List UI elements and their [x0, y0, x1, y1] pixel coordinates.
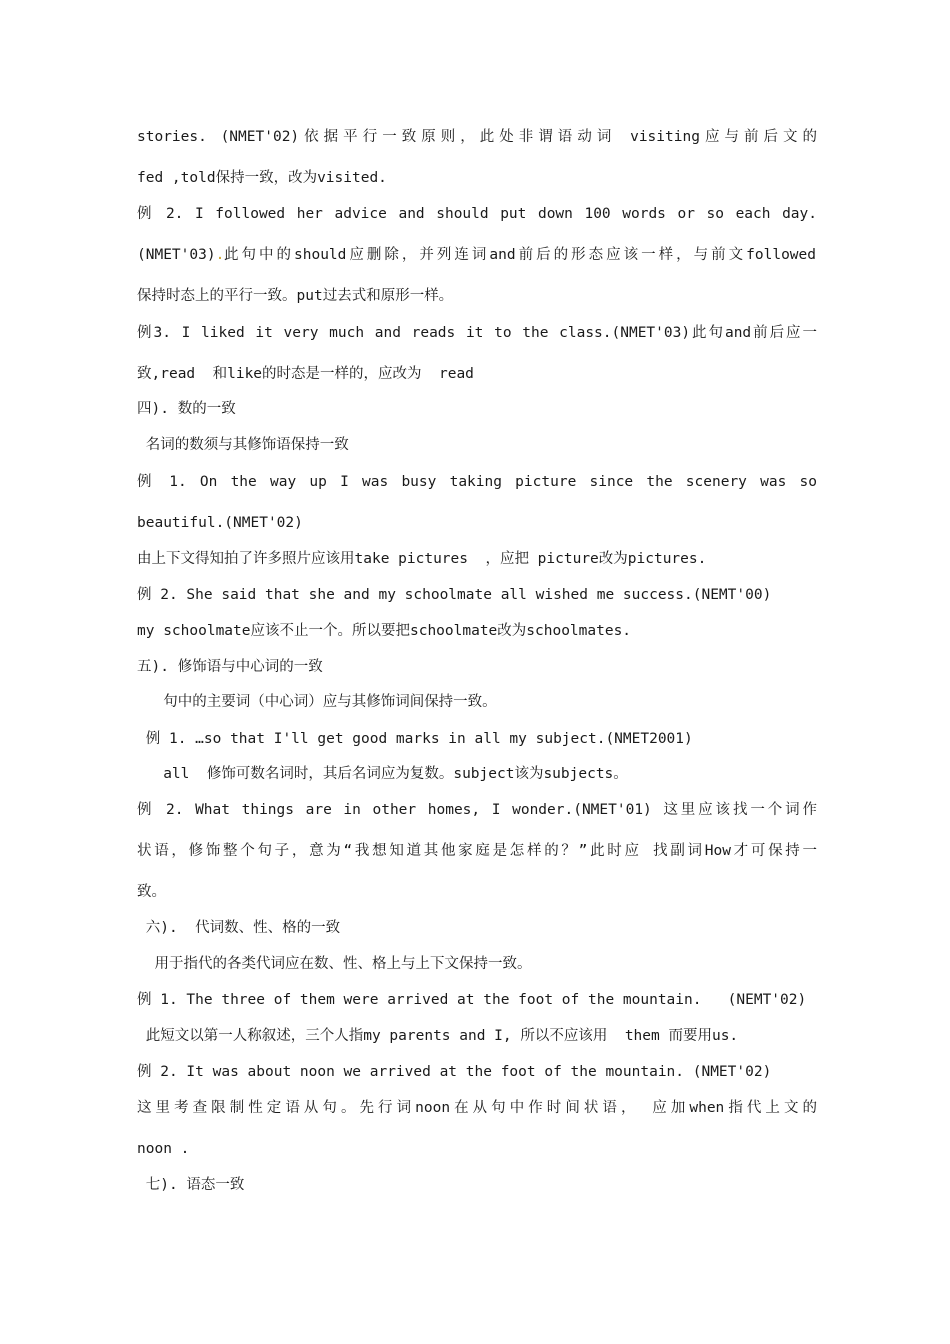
text-line: 此短文以第一人称叙述，三个人指my parents and I, 所以不应该用 them 而要用us.	[137, 1028, 739, 1044]
text-line: 状语，修饰整个句子，意为“我想知道其他家庭是怎样的？”此时应 找副词How才可保持一	[137, 843, 817, 859]
text-line: 此句中的should应删除，并列连词and前后的形态应该一样，与前文followed	[224, 247, 816, 263]
text-line: 这里考查限制性定语从句。先行词noon在从句中作时间状语， 应加when指代上文的	[137, 1100, 817, 1116]
text-line: 例 1. On the way up I was busy taking picture since the scenery was so	[137, 474, 817, 490]
text-line: 例 2. She said that she and my schoolmate all wished me success.(NEMT'00)	[137, 587, 772, 603]
text-line: 例 1. …so that I'll get good marks in all my subject.(NMET2001)	[137, 731, 693, 747]
text-line: beautiful.(NMET'02)	[137, 515, 303, 531]
text-line: 致,read 和like的时态是一样的，应改为 read	[137, 366, 474, 382]
text-line: 致。	[137, 884, 166, 900]
text-line: 用于指代的各类代词应在数、性、格上与上下文保持一致。	[137, 956, 532, 972]
text-line: 例 2. I followed her advice and should put down 100 words or so each day.	[137, 206, 817, 222]
section-heading: 六). 代词数、性、格的一致	[137, 920, 341, 936]
text-line: 名词的数须与其修饰语保持一致	[137, 437, 349, 453]
section-heading: 五). 修饰语与中心词的一致	[137, 659, 323, 675]
text-line: 例3. I liked it very much and reads it to the class.(NMET'03)此句and前后应一	[137, 325, 817, 341]
highlight-dot: .	[215, 247, 225, 263]
text-line: fed ,told保持一致，改为visited.	[137, 170, 387, 186]
text-line: 例 2. It was about noon we arrived at the foot of the mountain. (NMET'02)	[137, 1064, 772, 1080]
text-line: all 修饰可数名词时，其后名词应为复数。subject该为subjects。	[137, 766, 628, 782]
text-line: stories. (NMET'02)依据平行一致原则，此处非谓语动词 visiting应与前后文的	[137, 129, 817, 145]
text-line: 保持时态上的平行一致。put过去式和原形一样。	[137, 288, 454, 304]
text-line: 句中的主要词（中心词）应与其修饰词间保持一致。	[137, 694, 497, 710]
text-line: 例 2. What things are in other homes, I wonder.(NMET'01) 这里应该找一个词作	[137, 802, 817, 818]
text-line: noon .	[137, 1141, 190, 1157]
section-heading: 四). 数的一致	[137, 401, 236, 417]
text-line: 例 1. The three of them were arrived at the foot of the mountain. (NEMT'02)	[137, 992, 807, 1008]
citation-text: (NMET'03)	[137, 247, 216, 263]
text-line: 由上下文得知拍了许多照片应该用take pictures ，应把 picture改为pictures.	[137, 551, 707, 567]
section-heading: 七). 语态一致	[137, 1177, 245, 1193]
text-line: my schoolmate应该不止一个。所以要把schoolmate改为schoolmates.	[137, 623, 632, 639]
text-line	[137, 245, 224, 265]
